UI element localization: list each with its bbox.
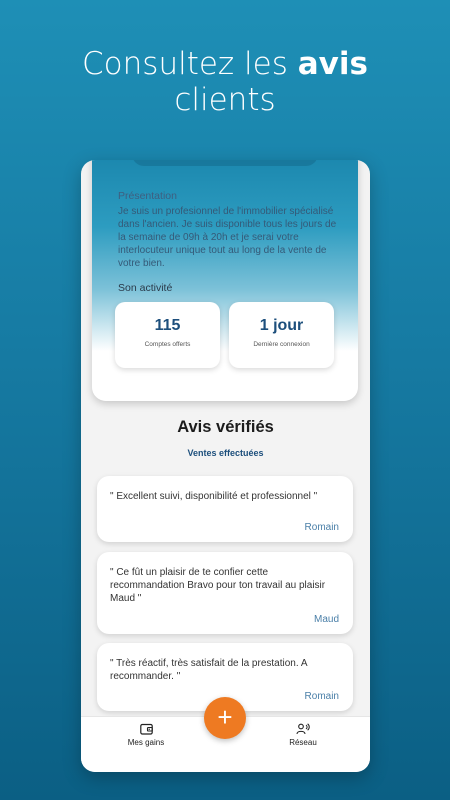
phone-screen — [81, 160, 370, 772]
card-notch — [132, 160, 318, 166]
review-text: " Ce fût un plaisir de te confier cette recommandation Bravo pour ton travail au plaisir Maud " — [110, 567, 326, 604]
stat-label: Dernière connexion — [253, 341, 310, 348]
reviews-title: Avis vérifiés — [177, 418, 274, 436]
nav-item-reseau[interactable] — [263, 723, 343, 747]
profile-card — [92, 160, 358, 401]
activity-title: Son activité — [118, 282, 173, 294]
stat-label: Comptes offerts — [144, 341, 191, 348]
nav-label: Mes gains — [127, 738, 165, 747]
review-card[interactable] — [97, 552, 353, 634]
plus-icon: + — [217, 702, 233, 732]
headline-bold: avis — [297, 46, 368, 82]
review-text: " Très réactif, très satisfait de la prestation. A recommander. " — [110, 658, 307, 682]
stat-comptes-offerts — [115, 302, 220, 368]
review-author: Romain — [304, 691, 339, 702]
headline — [0, 46, 450, 118]
stat-value: 1 jour — [259, 317, 304, 334]
reviews-tab-ventes[interactable]: Ventes effectuées — [187, 448, 264, 458]
review-card[interactable] — [97, 476, 353, 542]
network-icon — [296, 723, 310, 735]
review-author: Romain — [304, 522, 339, 533]
nav-item-mes-gains[interactable] — [106, 723, 186, 747]
headline-line2: clients — [174, 82, 276, 118]
stat-value: 115 — [154, 317, 181, 334]
review-text: " Excellent suivi, disponibilité et professionnel " — [110, 491, 318, 502]
wallet-icon — [140, 723, 153, 735]
headline-prefix: Consultez les — [82, 46, 298, 82]
review-author: Maud — [313, 614, 339, 625]
stat-derniere-connexion — [229, 302, 334, 368]
add-button[interactable] — [204, 697, 246, 739]
headline-line1 — [0, 46, 450, 82]
nav-label: Réseau — [289, 738, 317, 747]
presentation-text: Je suis un profesionnel de l'immobilier spécialisé dans l'ancien. Je suis disponible tous les jours de la semaine de 09h à 20h et je serai votre interlocuteur unique tout au long de la vente de votre bien. — [118, 206, 337, 269]
presentation-title: Présentation — [118, 190, 177, 202]
